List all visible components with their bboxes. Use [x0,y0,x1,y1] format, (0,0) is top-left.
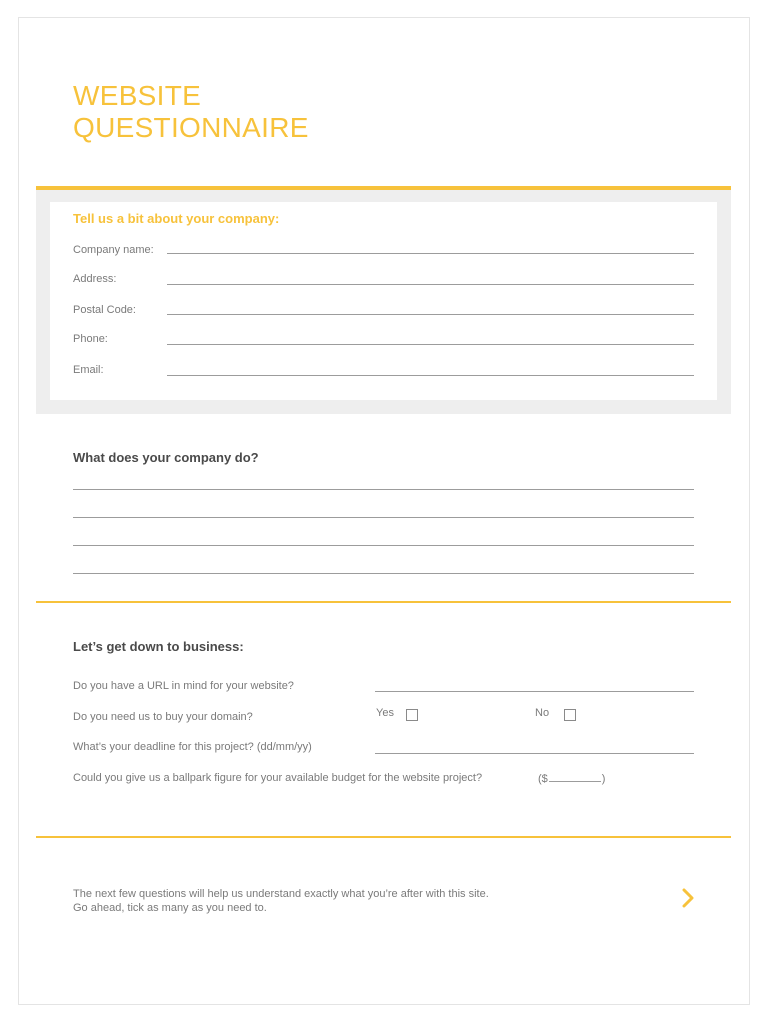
postal-code-label: Postal Code: [73,304,136,316]
budget-prefix: ($ [538,773,548,785]
next-page-button[interactable] [679,886,699,910]
company-do-answer-line[interactable] [73,489,694,490]
company-info-card [50,202,717,400]
budget-suffix: ) [601,773,606,785]
page-frame [18,17,750,1005]
section-divider-bottom [36,836,731,838]
company-name-field[interactable] [167,253,694,254]
yes-label: Yes [376,707,394,719]
email-field[interactable] [167,375,694,376]
deadline-field[interactable] [375,753,694,754]
company-do-answer-line[interactable] [73,517,694,518]
page-title [73,80,309,144]
footer-line-1: The next few questions will help us understand exactly what you’re after with this site. [73,888,489,900]
section-divider-middle [36,601,731,603]
business-heading: Let’s get down to business: [73,639,244,654]
company-do-answer-line[interactable] [73,573,694,574]
company-do-answer-line[interactable] [73,545,694,546]
budget-field[interactable] [549,771,601,782]
company-section-heading: Tell us a bit about your company: [73,211,280,226]
address-field[interactable] [167,284,694,285]
postal-code-field[interactable] [167,314,694,315]
footer-instructions [73,887,489,915]
deadline-question: What’s your deadline for this project? (dd/mm/yy) [73,741,312,753]
no-label: No [535,707,550,719]
footer-line-2: Go ahead, tick as many as you need to. [73,902,267,914]
address-label: Address: [73,273,117,285]
budget-field-group [538,771,605,785]
yes-checkbox[interactable] [406,709,418,721]
email-label: Email: [73,364,104,376]
company-name-label: Company name: [73,244,154,256]
chevron-right-icon [679,886,699,910]
phone-field[interactable] [167,344,694,345]
no-checkbox[interactable] [564,709,576,721]
phone-label: Phone: [73,333,108,345]
budget-question: Could you give us a ballpark figure for your available budget for the website project? [73,772,483,784]
title-line-2: QUESTIONNAIRE [73,112,309,143]
domain-question: Do you need us to buy your domain? [73,711,253,723]
company-do-heading: What does your company do? [73,450,259,465]
url-field[interactable] [375,691,694,692]
title-line-1: WEBSITE [73,80,202,111]
url-question: Do you have a URL in mind for your website? [73,680,294,692]
